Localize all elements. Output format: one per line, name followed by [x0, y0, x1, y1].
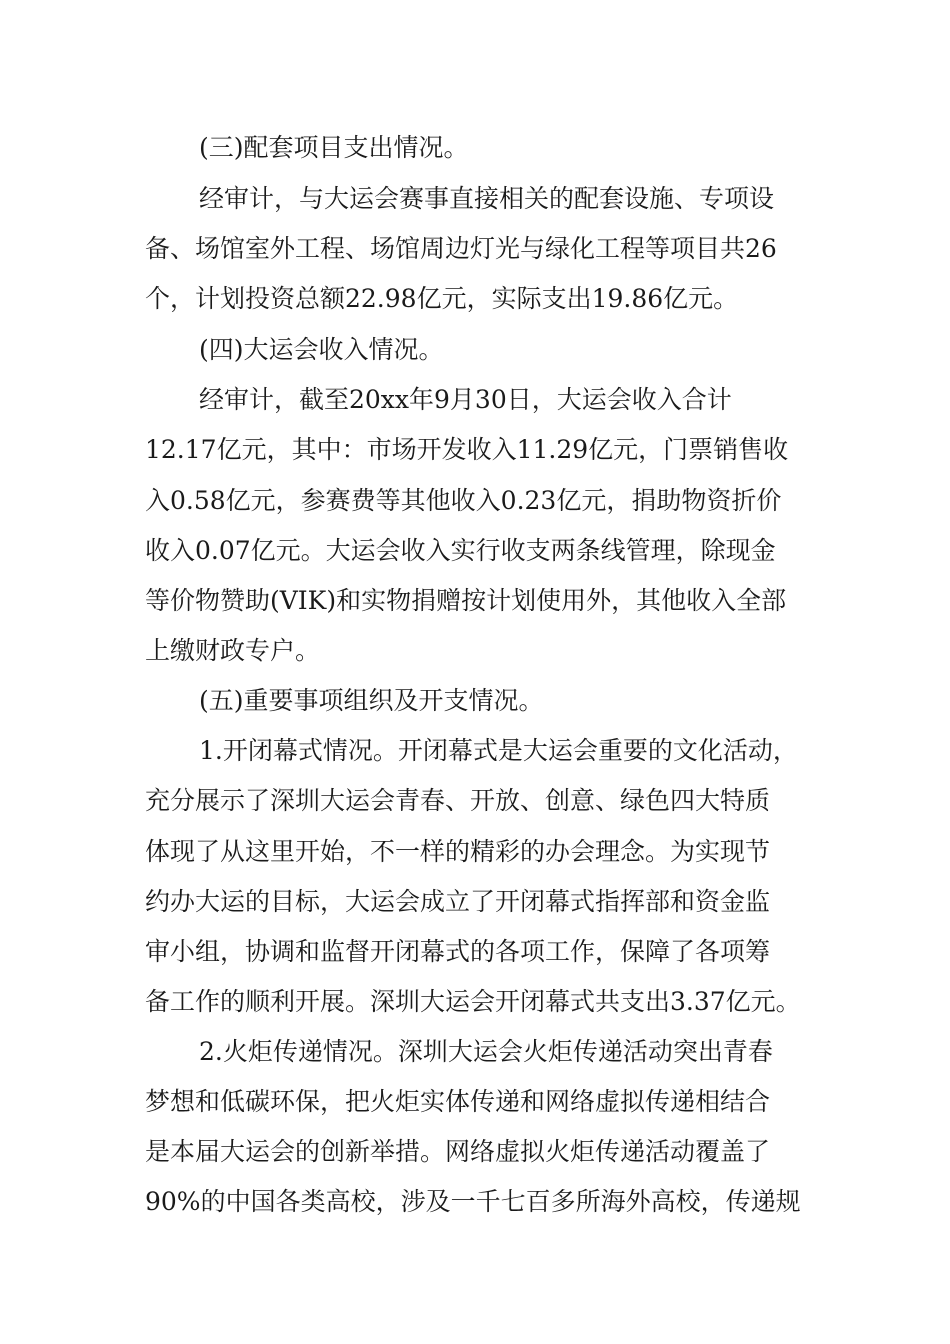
paragraph-line: 充分展示了深圳大运会青春、开放、创意、绿色四大特质 [145, 786, 771, 815]
section-heading-3: (三)配套项目支出情况。 [199, 133, 469, 162]
paragraph-line: 12.17亿元，其中：市场开发收入11.29亿元，门票销售收 [145, 435, 789, 464]
paragraph-line: 审小组，协调和监督开闭幕式的各项工作，保障了各项筹 [145, 937, 771, 966]
paragraph-line: 1.开闭幕式情况。开闭幕式是大运会重要的文化活动， [199, 736, 798, 765]
paragraph-line: 个，计划投资总额22.98亿元，实际支出19.86亿元。 [145, 284, 739, 313]
paragraph-line: 梦想和低碳环保，把火炬实体传递和网络虚拟传递相结合 [145, 1087, 771, 1116]
paragraph-line: 约办大运的目标，大运会成立了开闭幕式指挥部和资金监 [145, 887, 771, 916]
paragraph-line: 收入0.07亿元。大运会收入实行收支两条线管理，除现金 [145, 536, 776, 565]
paragraph-line: 90%的中国各类高校，涉及一千七百多所海外高校，传递规 [145, 1187, 801, 1216]
paragraph-line: 2.火炬传递情况。深圳大运会火炬传递活动突出青春 [199, 1037, 773, 1066]
paragraph-line: 是本届大运会的创新举措。网络虚拟火炬传递活动覆盖了 [145, 1137, 771, 1166]
paragraph-line: 经审计，截至20xx年9月30日，大运会收入合计 [199, 385, 732, 414]
paragraph-line: 等价物赞助(VIK)和实物捐赠按计划使用外，其他收入全部 [145, 586, 787, 615]
section-heading-4: (四)大运会收入情况。 [199, 335, 444, 364]
paragraph-line: 入0.58亿元，参赛费等其他收入0.23亿元，捐助物资折价 [145, 486, 782, 515]
paragraph-line: 上缴财政专户。 [145, 636, 321, 665]
paragraph-line: 备工作的顺利开展。深圳大运会开闭幕式共支出3.37亿元。 [145, 987, 801, 1016]
paragraph-line: 备、场馆室外工程、场馆周边灯光与绿化工程等项目共26 [145, 234, 777, 263]
paragraph-line: 体现了从这里开始，不一样的精彩的办会理念。为实现节 [145, 837, 771, 866]
paragraph-line: 经审计，与大运会赛事直接相关的配套设施、专项设 [199, 184, 775, 213]
section-heading-5: (五)重要事项组织及开支情况。 [199, 686, 544, 715]
